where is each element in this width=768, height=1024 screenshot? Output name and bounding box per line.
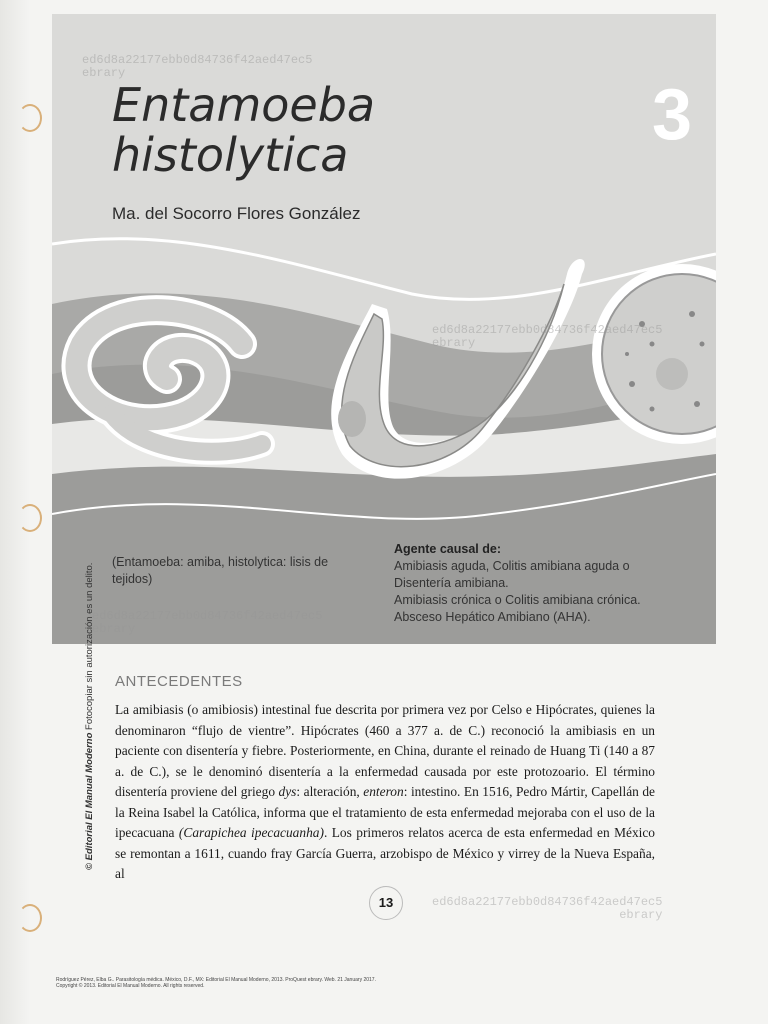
copyright-warning: Fotocopiar sin autorización es un delito.	[84, 562, 95, 730]
ebrary-watermark: ed6d8a22177ebb0d84736f42aed47ec5 ebrary	[432, 895, 663, 922]
ebrary-watermark: ed6d8a22177ebb0d84736f42aed47ec5 ebrary	[92, 609, 323, 636]
body-paragraph: La amibiasis (o amibiosis) intestinal fue descrita por primera vez por Celso e Hipócrates, quienes la denominaron “flujo de vientre”. Hipócrates (460 a 377 a. de C.) reconoció la amibiasis en un paciente con disentería y fiebre. Posteriormente, en China, durante el reinado de Huang Ti (140 a 87 a. de C.), se le denominó disentería a la enfermedad causada por este protozoario. El término disentería proviene del griego dys: alteración, enteron: intestino. En 1516, Pedro Mártir, Capellán de la Reina Isabel la Católica, informa que el tratamiento de esta enfermedad mejoraba con el uso de la ipecacuana (Carapichea ipecacuanha). Los primeros relatos acerca de esta enfermedad en México se remontan a 1611, cuando fray García Guerra, arzobispo de México y virrey de la Nueva España, al	[115, 702, 655, 881]
causal-agent-item: Amibiasis aguda, Colitis amibiana aguda o	[394, 559, 630, 573]
binder-hole	[18, 104, 42, 132]
causal-agent-item: Disentería amibiana.	[394, 576, 509, 590]
page-number: 13	[369, 886, 403, 920]
copyright-brand: © Editorial El Manual Moderno	[84, 732, 95, 870]
footer-citation: Rodríguez Pérez, Elba G.. Parasitología médica. México, D.F., MX: Editorial El Manual Moderno, 2013. ProQuest ebrary. Web. 21 January 2017. Copyright © 2013. Editorial El Manual Moderno. All rights reserved.	[56, 977, 376, 989]
causal-agent-item: Absceso Hepático Amibiano (AHA).	[394, 610, 591, 624]
chapter-header-box	[52, 14, 716, 644]
chapter-title	[112, 80, 472, 180]
binder-hole	[18, 904, 42, 932]
title-line-1: Entamoeba	[112, 78, 376, 132]
causal-agent-item: Amibiasis crónica o Colitis amibiana crónica.	[394, 593, 641, 607]
ebrary-watermark: ed6d8a22177ebb0d84736f42aed47ec5 ebrary	[432, 323, 663, 350]
section-heading: ANTECEDENTES	[115, 673, 243, 690]
title-line-2: histolytica	[112, 128, 349, 182]
author-name: Ma. del Socorro Flores González	[112, 204, 361, 223]
ebrary-watermark: ed6d8a22177ebb0d84736f42aed47ec5 ebrary	[82, 53, 313, 80]
etymology-note: (Entamoeba: amiba, histolytica: lisis de tejidos)	[112, 555, 329, 586]
side-copyright-notice	[84, 563, 95, 870]
binder-hole	[18, 504, 42, 532]
causal-agent-box	[394, 541, 694, 626]
chapter-number: 3	[652, 75, 693, 155]
causal-agent-title: Agente causal de:	[394, 542, 501, 556]
